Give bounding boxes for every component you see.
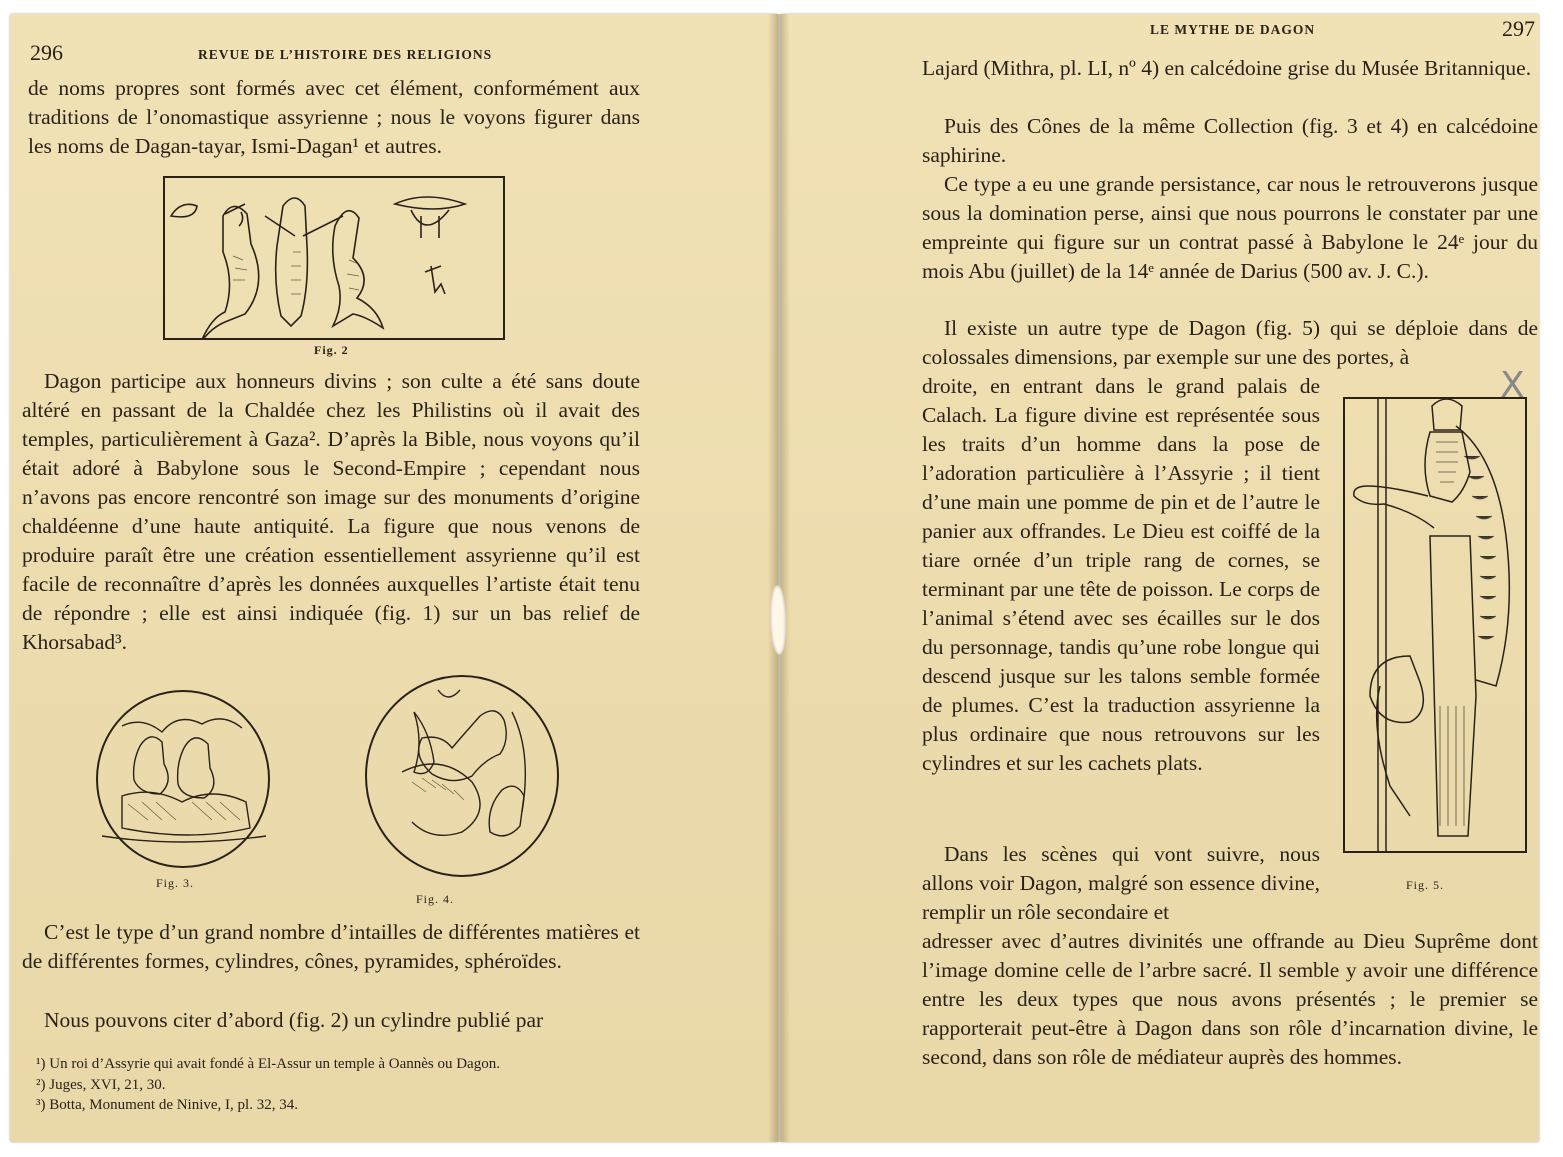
left-running-head: REVUE DE L’HISTOIRE DES RELIGIONS <box>198 47 493 62</box>
right-paragraph-5b: adresser avec d’autres divinités une offrande au Dieu Suprême dont l’image domine celle de l’arbre sacré. Il semble y avoir une différence entre les deux types que nous avons présentés ; le premier se rapporterait peut-être à Dagon dans son rôle d’incarnation divine, le second, dans son rôle de médiateur auprès des hommes. <box>922 929 1538 1069</box>
right-paragraph-2 <box>922 112 1538 170</box>
right-paragraph-4a-text: Il existe un autre type de Dagon (fig. 5) qui se déploie dans de colossales dimensions, par exemple sur une des portes, à <box>922 316 1538 369</box>
left-paragraph-4 <box>22 1006 640 1035</box>
footnote-3: ³) Botta, Monument de Ninive, I, pl. 32, 34. <box>36 1097 298 1113</box>
right-paragraph-5a <box>922 840 1320 927</box>
fig4-caption: Fig. 4. <box>416 892 455 906</box>
fig2-caption: Fig. 2 <box>314 343 349 357</box>
right-paragraph-4b: droite, en entrant dans le grand palais de Calach. La figure divine est représentée sous les traits d’un homme dans la pose de l’adoration particulière à l’Assyrie ; il tient d’une main une pomme de pin et de l’autre le panier aux offrandes. Le Dieu est coiffé de la tiare ornée d’un triple rang de cornes, se terminant par une tête de poisson. Le corps de l’animal s’étend avec ses écailles sur le dos du personnage, tandis qu’une robe longue qui descend jusque sur les talons semble formée de plumes. C’est la traduction assyrienne la plus ordinaire que nous retrouvons sur les cylindres et sur les cachets plats. <box>922 374 1320 775</box>
pencil-margin-mark: X <box>1500 365 1525 406</box>
right-paragraph-2-text: Puis des Cônes de la même Collection (fig. 3 et 4) en calcédoine saphirine. <box>922 114 1538 167</box>
right-paragraph-4a <box>922 314 1538 372</box>
right-paragraph-1: Lajard (Mithra, pl. LI, nº 4) en calcédoine grise du Musée Britannique. <box>922 56 1532 80</box>
right-running-head: LE MYTHE DE DAGON <box>1150 22 1316 37</box>
footnote-2: ²) Juges, XVI, 21, 30. <box>36 1076 166 1093</box>
right-page-number: 297 <box>1502 16 1535 41</box>
page-tear <box>770 585 786 655</box>
left-paragraph-3-text: C’est le type d’un grand nombre d’intailles de différentes matières et de différentes formes, cylindres, cônes, pyramides, sphéroïdes. <box>22 920 640 973</box>
left-footnotes <box>36 1054 646 1116</box>
fig3-cone-seal-illustration <box>92 686 274 872</box>
fig3-caption: Fig. 3. <box>156 876 195 890</box>
fig5-caption: Fig. 5. <box>1406 878 1445 892</box>
left-page-number: 296 <box>30 40 63 65</box>
left-paragraph-1: de noms propres sont formés avec cet élément, conformément aux traditions de l’onomastique assyrienne ; nous le voyons figurer dans les noms de Dagan-tayar, Ismi-Dagan¹ et autres. <box>28 76 640 158</box>
fig2-cylinder-seal-illustration <box>163 176 505 340</box>
right-paragraph-5a-text: Dans les scènes qui vont suivre, nous allons voir Dagon, malgré son essence divine, remplir un rôle secondaire et <box>922 842 1320 924</box>
book-gutter <box>768 14 790 1142</box>
left-paragraph-4-text: Nous pouvons citer d’abord (fig. 2) un cylindre publié par <box>44 1008 544 1032</box>
footnote-1: ¹) Un roi d’Assyrie qui avait fondé à El-Assur un temple à Oannès ou Dagon. <box>36 1056 500 1072</box>
left-paragraph-3 <box>22 918 640 976</box>
left-paragraph-2 <box>22 367 640 657</box>
fig4-cone-seal-illustration <box>362 672 562 880</box>
right-paragraph-3-text: Ce type a eu une grande persistance, car nous le retrouverons jusque sous la domination perse, ainsi que nous pourrons le constater par une empreinte qui figure sur un contrat passé à Babylone le 24ᵉ jour du mois Abu (juillet) de la 14ᵉ année de Darius (500 av. J. C.). <box>922 172 1538 283</box>
fig5-dagon-relief-illustration <box>1340 396 1530 856</box>
right-paragraph-3 <box>922 170 1538 286</box>
left-paragraph-2-text: Dagon participe aux honneurs divins ; son culte a été sans doute altéré en passant de la Chaldée chez les Philistins où il avait des temples, particulièrement à Gaza². D’après la Bible, nous voyons qu’il était adoré à Babylone sous le Second-Empire ; cependant nous n’avons pas encore rencontré son image sur des monuments d’origine chaldéenne d’une haute antiquité. La figure que nous venons de produire paraît être une création essentiellement assyrienne qu’il est facile de reconnaître d’après les données auxquelles l’artiste était tenu de répondre ; elle est ainsi indiquée (fig. 1) sur un bas relief de Khorsabad³. <box>22 369 640 654</box>
